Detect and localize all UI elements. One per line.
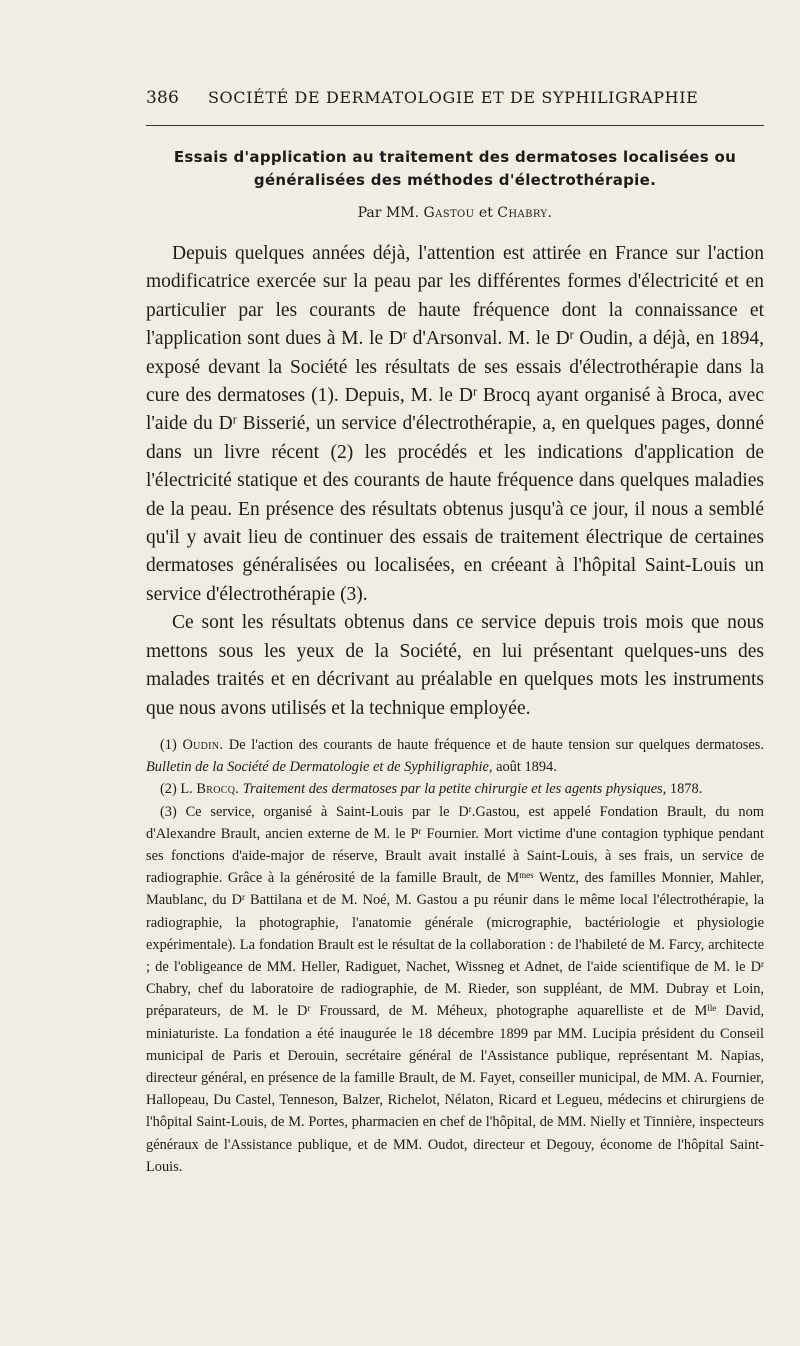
running-title: SOCIÉTÉ DE DERMATOLOGIE ET DE SYPHILIGRAPHIE	[208, 88, 699, 107]
byline	[146, 205, 764, 221]
running-header	[146, 88, 764, 112]
page-number: 386	[146, 88, 180, 108]
footnote-2: (2) L. Brocq. Traitement des dermatoses par la petite chirurgie et les agents physiques, 1878.	[160, 781, 703, 798]
footnote-3: (3) Ce service, organisé à Saint-Louis par le $D^r.Gastou$, est appelé Fondation Brault, du nom d'Alexandre Brault, ancien externe de M. le $P^r$ Fournier. Mort victime d'une contagion typhique pendant ses fonctions d'aide-major de réserve, Brault avait installé à Saint-Louis, à ses frais, un service de radiographie. Grâce à la générosité de la famille Brault, de $M^{mes}$ Wentz, des familles Monnier, Mahler, Maublanc, du $D^r$ Battilana et de M. Noé, M. Gastou a pu réunir dans le même local l'électrothérapie, la radiographie, la photographie, l'anatomie générale (micrographie, bactériologie et physiologie expérimentale). La fondation Brault est le résultat de la collaboration : de l'habileté de M. Farcy, architecte ; de l'obligeance de MM. Heller, Radiguet, Nachet, Wissneg et Adnet, de l'aide scientifique de M. le $D^r$ Chabry, chef du laboratoire de radiographie, de M. Rieder, son suppléant, de MM. Dubray et Loin, préparateurs, de M. le $D^r$ Froussard, de M. Méheux, photographe aquarelliste et de $M^{lle}$ David, miniaturiste. La fondation a été inaugurée le 18 décembre 1899 par MM. Lucipia président du Conseil municipal de Paris et Derouin, secrétaire général de l'Assistance publique, représentant M. Napias, directeur général, en présence de la famille Brault, de M. Fayet, conseiller municipal, de MM. A. Fournier, Hallopeau, Du Castel, Tenneson, Balzer, Richelot, Nélaton, Ricard et Legueu, médecins et chirurgiens de l'hôpital Saint-Louis, de M. Portes, pharmacien en chef de l'hôpital, de MM. Nielly et Tinnière, inspecteurs généraux de l'Assistance publique, et de MM. Oudot, directeur et Degouy, économe de l'hôpital Saint-Louis.	[146, 803, 765, 1175]
article-title-line-2: généralisées des méthodes d'électrothérapie.	[253, 171, 657, 189]
byline-prefix: Par MM.	[357, 205, 420, 221]
article-title	[146, 146, 764, 192]
footnote-1: (1) Oudin. De l'action des courants de haute fréquence et de haute tension sur quelques dermatoses. Bulletin de la Société de Dermatologie et de Syphiligraphie, août 1894.	[146, 737, 764, 776]
article-title-line-1: Essais d'application au traitement des dermatoses localisées ou	[173, 148, 737, 166]
footnotes	[146, 734, 764, 1178]
paragraph-1: Depuis quelques années déjà, l'attention est attirée en France sur l'action modificatrice exercée sur la peau par les différentes formes d'électricité et en particulier par les courants de haute fréquence dont la connaissance et l'application sont dues à M. le $D^r$ d'Arsonval. M. le $D^r$ Oudin, a déjà, en 1894, exposé devant la Société les résultats de ses essais d'électrothérapie dans la cure des dermatoses (1). Depuis, M. le $D^r$ Brocq ayant organisé à Broca, avec l'aide du $D^r$ Bisserié, un service d'électrothérapie, a, en quelques pages, donné dans un livre récent (2) les procédés et les indications d'application de l'électricité statique et des courants de haute fréquence dans quelques maladies de la peau. En présence des résultats obtenus jusqu'à ce jour, il nous a semblé qu'il y avait lieu de continuer des essais de traitement électrique de certaines dermatoses généralisées ou localisées, en créeant à l'hôpital Saint-Louis un service d'électrothérapie (3).	[146, 243, 765, 605]
body-text	[146, 240, 764, 723]
byline-conjunction: et	[478, 205, 493, 221]
author-gastou: Gastou	[423, 205, 475, 221]
author-chabry: Chabry.	[497, 205, 553, 221]
paragraph-2: Ce sont les résultats obtenus dans ce service depuis trois mois que nous mettons sous les yeux de la Société, en lui présentant quelques-uns des malades traités et en décrivant au préalable en quelques mots les instruments que nous avons utilisés et la technique employée.	[146, 612, 764, 719]
header-rule	[146, 125, 764, 126]
